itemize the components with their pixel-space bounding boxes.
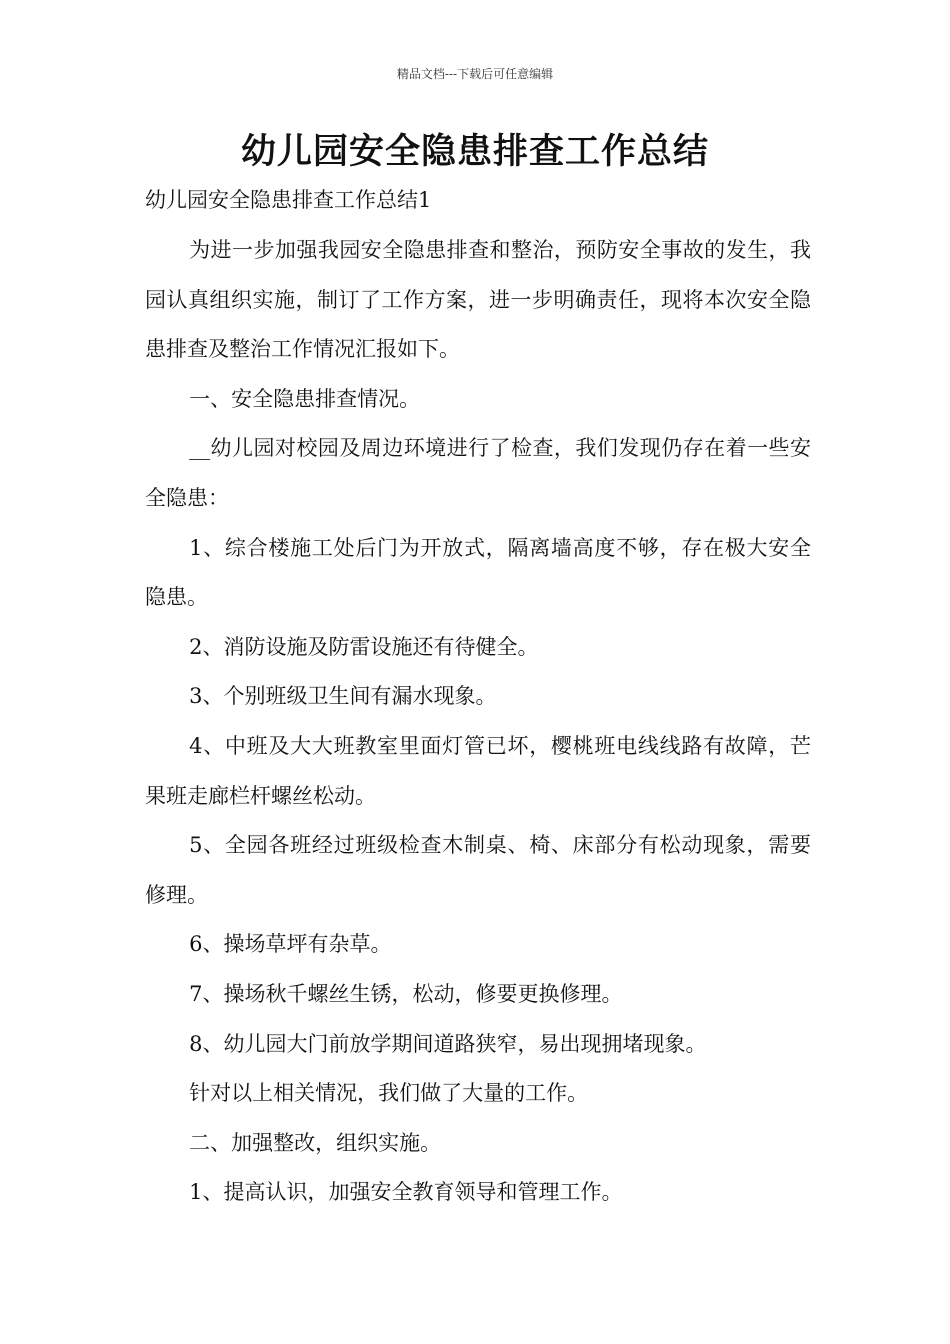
list-item: 4、中班及大大班教室里面灯管已坏，樱桃班电线线路有故障，芒果班走廊栏杆螺丝松动。: [145, 733, 811, 808]
section-heading-2: 二、加强整改，组织实施。: [189, 1130, 442, 1155]
document-title: 幼儿园安全隐患排查工作总结: [240, 132, 709, 172]
list-item: 6、操场草坪有杂草。: [189, 932, 392, 957]
list-item: 1、综合楼施工处后门为开放式，隔离墙高度不够，存在极大安全隐患。: [145, 535, 811, 610]
paragraph-findings: __幼儿园对校园及周边环境进行了检查，我们发现仍存在着一些安全隐患：: [145, 436, 811, 510]
list-item: 1、提高认识，加强安全教育领导和管理工作。: [189, 1180, 623, 1205]
document-subtitle: 幼儿园安全隐患排查工作总结1: [145, 188, 432, 212]
list-item: 5、全园各班经过班级检查木制桌、椅、床部分有松动现象，需要修理。: [145, 833, 811, 907]
document-body: [145, 226, 811, 1218]
header-watermark: 精品文档---下载后可任意编辑: [396, 67, 554, 81]
paragraph-intro: 为进一步加强我园安全隐患排查和整治，预防安全事故的发生，我园认真组织实施，制订了工作方案，进一步明确责任，现将本次安全隐患排查及整治工作情况汇报如下。: [145, 238, 811, 362]
paragraph-summary: 针对以上相关情况，我们做了大量的工作。: [189, 1081, 589, 1106]
list-item: 2、消防设施及防雷设施还有待健全。: [189, 634, 539, 659]
section-heading-1: 一、安全隐患排查情况。: [189, 386, 421, 411]
list-item: 7、操场秋千螺丝生锈，松动，修要更换修理。: [189, 981, 623, 1006]
list-item: 3、个别班级卫生间有漏水现象。: [189, 684, 497, 709]
list-item: 8、幼儿园大门前放学期间道路狭窄，易出现拥堵现象。: [189, 1031, 707, 1056]
